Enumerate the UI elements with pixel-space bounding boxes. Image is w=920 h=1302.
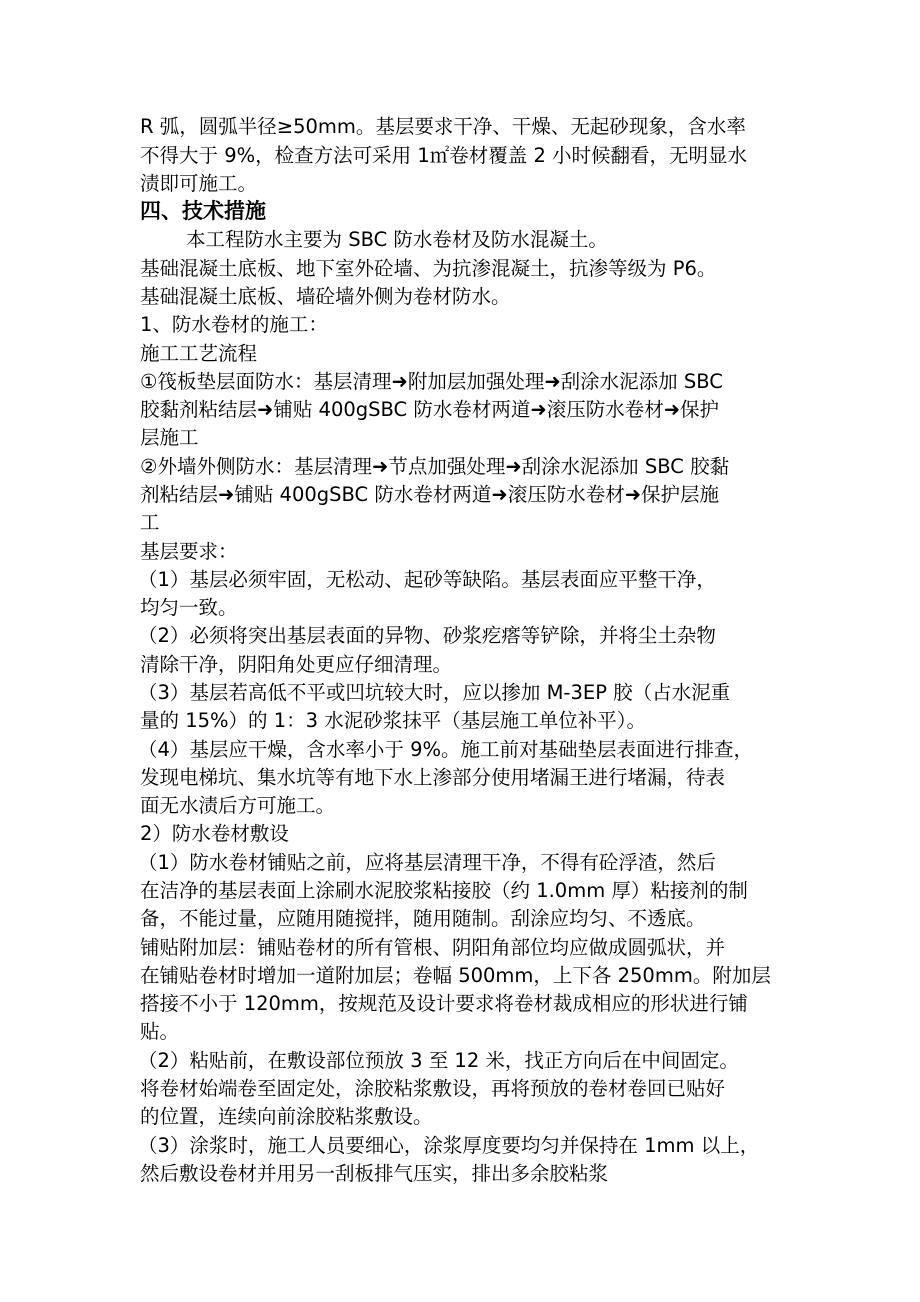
text-line: 然后敷设卷材并用另一刮板排气压实，排出多余胶粘浆 xyxy=(140,1162,609,1185)
text-line: （4）基层应干燥，含水率小于 9%。施工前对基础垫层表面进行排查， xyxy=(138,738,754,761)
text-line: R 弧，圆弧半径≥50mm。基层要求干净、干燥、无起砂现象，含水率 xyxy=(140,115,746,138)
text-line: （1）防水卷材铺贴之前，应将基层清理干净，不得有砼浮渣，然后 xyxy=(138,851,716,874)
text-line: 清除干净，阴阳角处更应仔细清理。 xyxy=(140,653,453,676)
text-line: 在铺贴卷材时增加一道附加层；卷幅 500mm，上下各 250mm。附加层 xyxy=(140,964,771,987)
text-line: 工 xyxy=(140,511,160,534)
text-line: （1）基层必须牢固，无松动、起砂等缺陷。基层表面应平整干净， xyxy=(138,568,716,591)
text-line: 2）防水卷材敷设 xyxy=(140,822,289,845)
section-heading: 四、技术措施 xyxy=(140,199,266,223)
text-line: 渍即可施工。 xyxy=(140,172,258,195)
text-line: 在洁净的基层表面上涂刷水泥胶浆粘接胶（约 1.0mm 厚）粘接剂的制 xyxy=(140,879,748,902)
text-line: 贴。 xyxy=(140,1020,180,1043)
text-line: 施工工艺流程 xyxy=(140,342,258,365)
text-line: 基础混凝土底板、地下室外砼墙、为抗渗混凝土，抗渗等级为 P6。 xyxy=(140,257,717,280)
text-line: 均匀一致。 xyxy=(140,596,238,619)
text-line: 胶黏剂粘结层➜铺贴 400gSBC 防水卷材两道➜滚压防水卷材➜保护 xyxy=(140,398,720,421)
text-line: 搭接不小于 120mm，按规范及设计要求将卷材裁成相应的形状进行铺 xyxy=(140,992,748,1015)
text-line: 量的 15%）的 1：3 水泥砂浆抹平（基层施工单位补平）。 xyxy=(140,709,647,732)
text-line: 剂粘结层➜铺贴 400gSBC 防水卷材两道➜滚压防水卷材➜保护层施 xyxy=(140,483,720,506)
text-line: （2）粘贴前，在敷设部位预放 3 至 12 米，找正方向后在中间固定。 xyxy=(138,1049,739,1072)
text-line: 发现电梯坑、集水坑等有地下水上渗部分使用堵漏王进行堵漏，待表 xyxy=(140,766,726,789)
text-line: 基础混凝土底板、墙砼墙外侧为卷材防水。 xyxy=(140,285,511,308)
text-line: 的位置，连续向前涂胶粘浆敷设。 xyxy=(140,1105,433,1128)
text-line: 面无水渍后方可施工。 xyxy=(140,794,336,817)
text-line: ①筏板垫层面防水：基层清理➜附加层加强处理➜刮涂水泥添加 SBC xyxy=(140,370,723,393)
text-line: （3）基层若高低不平或凹坑较大时，应以掺加 M-3EP 胶（占水泥重 xyxy=(138,681,731,704)
text-line: （2）必须将突出基层表面的异物、砂浆疙瘩等铲除，并将尘土杂物 xyxy=(138,624,716,647)
text-line: ②外墙外侧防水：基层清理➜节点加强处理➜刮涂水泥添加 SBC 胶黏 xyxy=(140,455,730,478)
text-line: （3）涂浆时，施工人员要细心，涂浆厚度要均匀并保持在 1mm 以上， xyxy=(138,1134,760,1157)
text-line: 将卷材始端卷至固定处，涂胶粘浆敷设，再将预放的卷材卷回已贴好 xyxy=(140,1077,726,1100)
text-line: 基层要求： xyxy=(140,540,238,563)
text-line: 1、防水卷材的施工： xyxy=(140,313,328,336)
text-line: 备，不能过量，应随用随搅拌，随用随制。刮涂应均匀、不透底。 xyxy=(140,907,706,930)
text-line: 不得大于 9%，检查方法可采用 1㎡卷材覆盖 2 小时候翻看，无明显水 xyxy=(140,144,748,167)
text-line: 层施工 xyxy=(140,426,199,449)
text-line: 本工程防水主要为 SBC 防水卷材及防水混凝土。 xyxy=(186,228,608,251)
text-line: 铺贴附加层：铺贴卷材的所有管根、阴阳角部位均应做成圆弧状，并 xyxy=(140,936,726,959)
